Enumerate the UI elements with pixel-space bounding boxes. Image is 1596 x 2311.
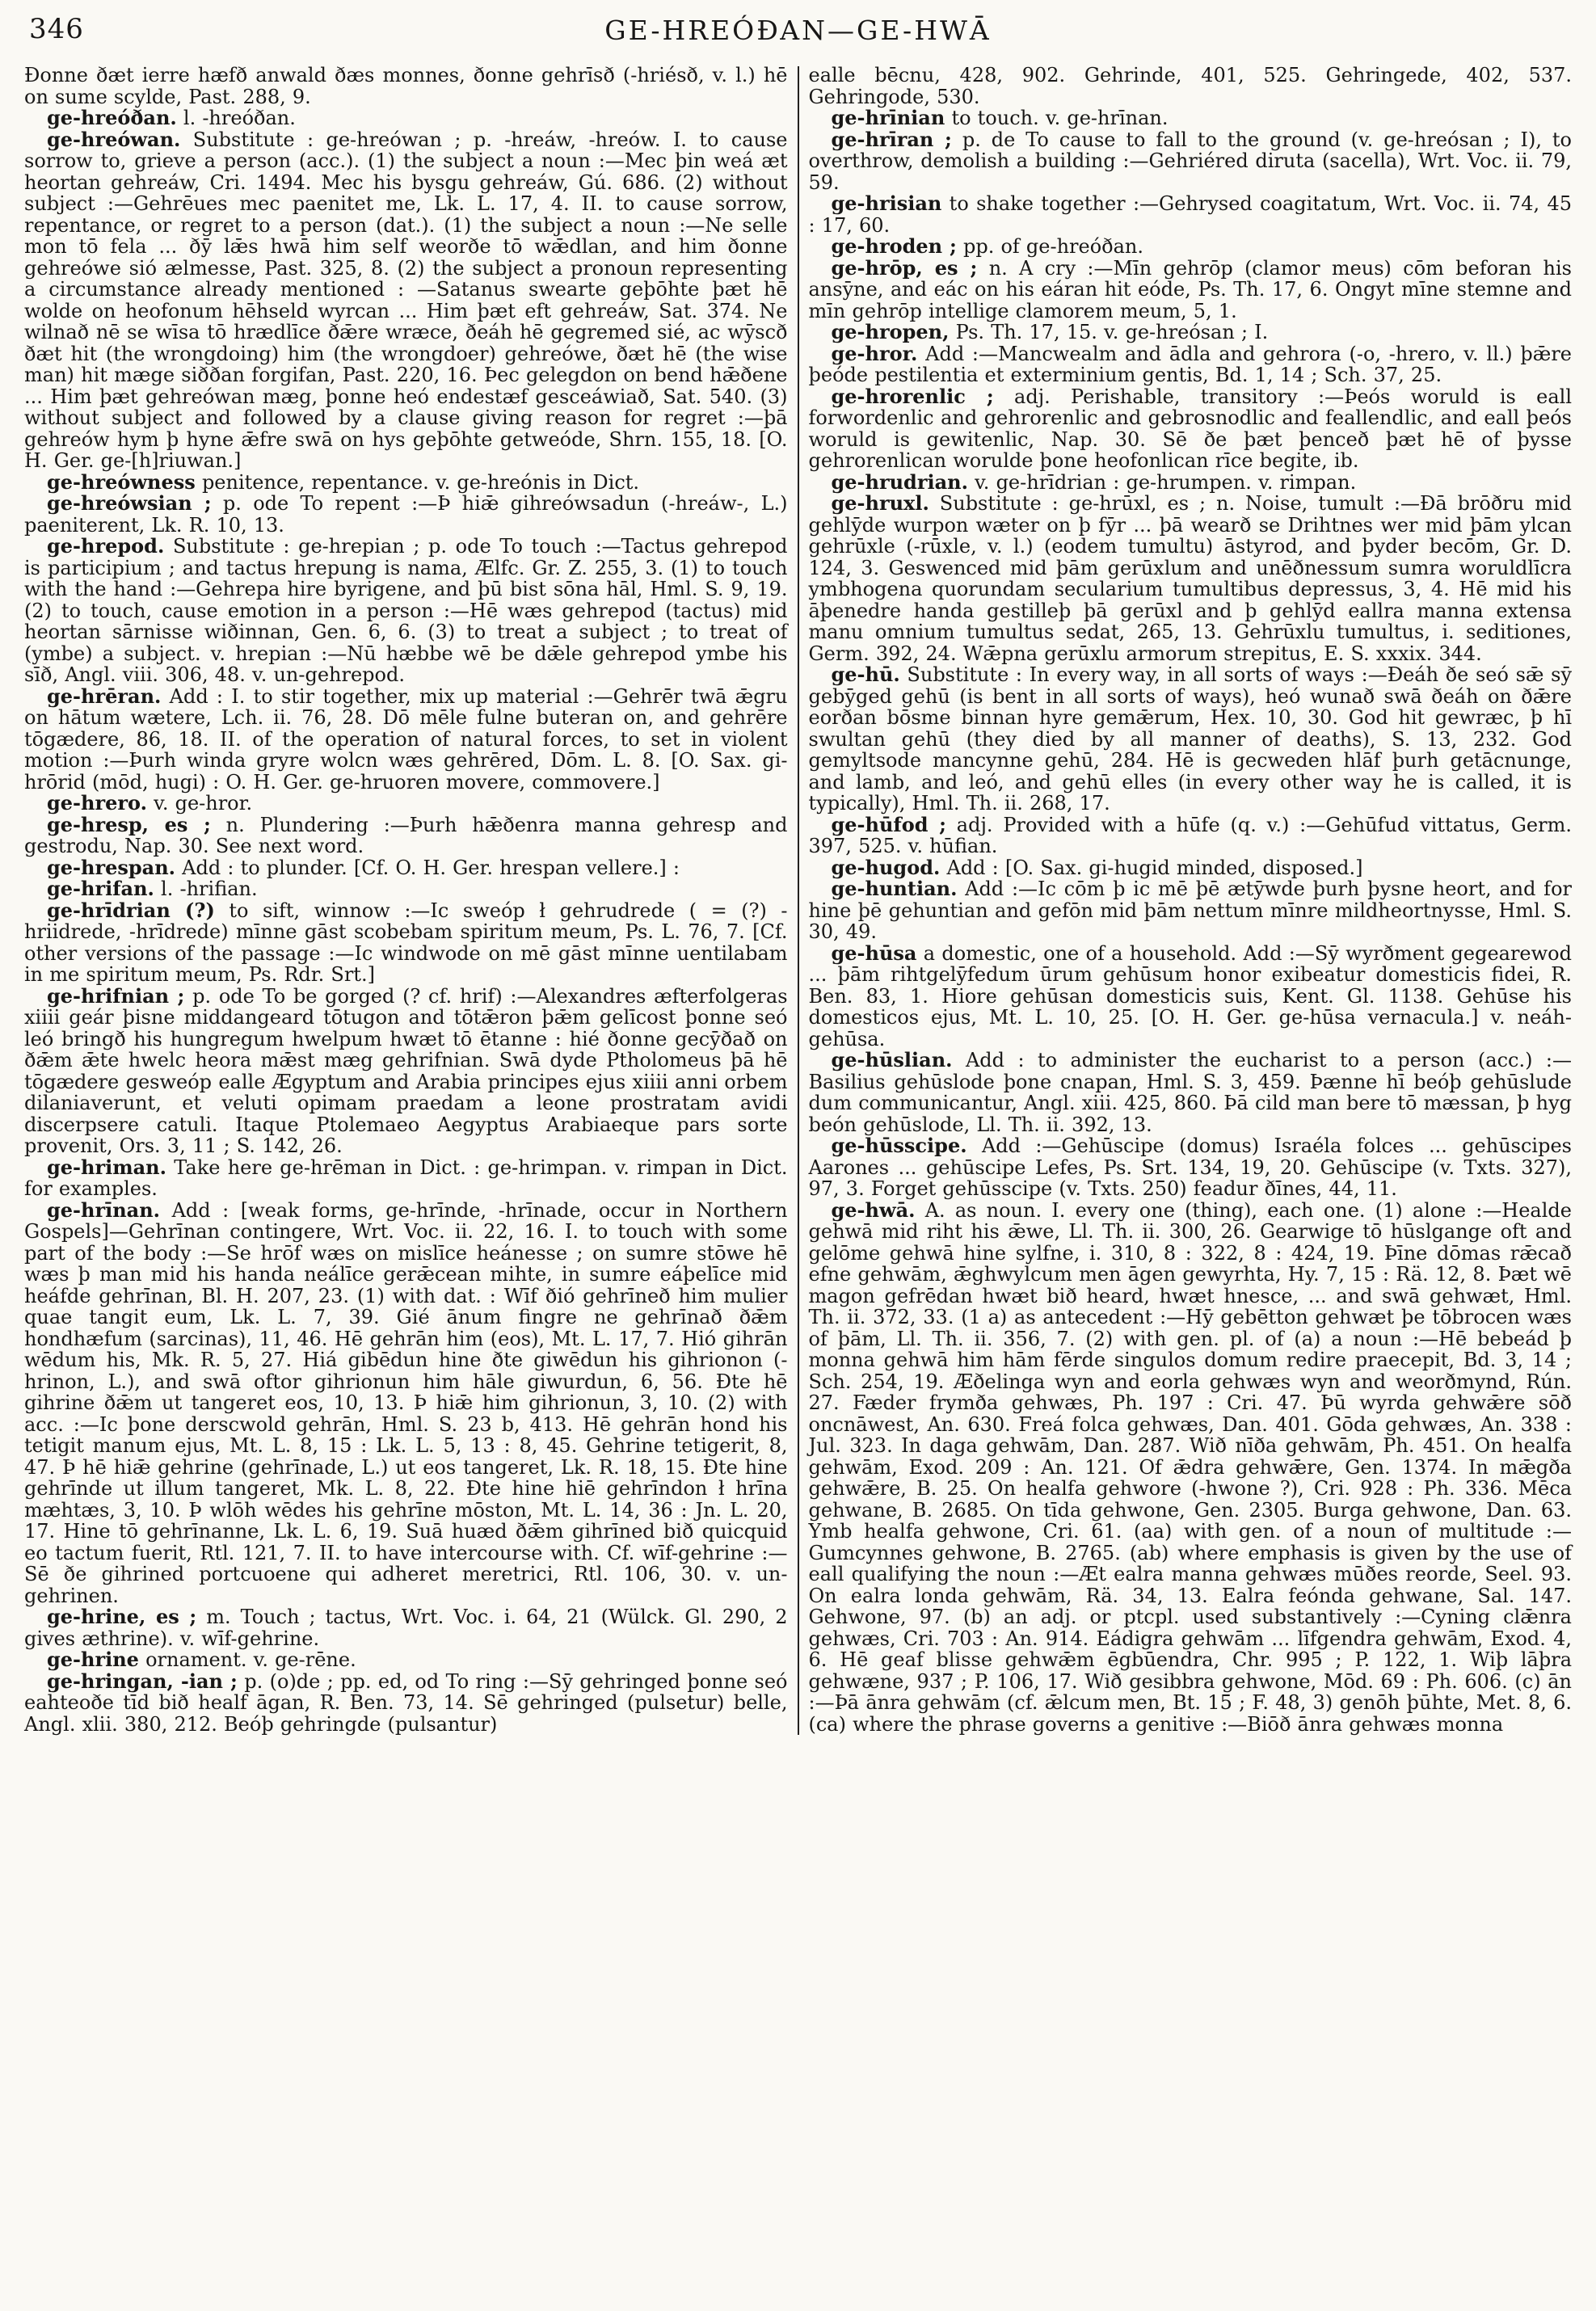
entry-headword: ge-hugod. xyxy=(831,855,941,879)
dictionary-entry: ge-hriman. Take here ge-hrēman in Dict. : ge-hrimpan. v. rimpan in Dict. for examples. xyxy=(24,1155,788,1200)
entry-headword: ge-hroden ; xyxy=(831,234,957,258)
entry-headword: ge-huntian. xyxy=(831,877,958,900)
entry-headword: ge-hruxl. xyxy=(831,491,929,515)
dictionary-entry: ge-hresp, es ; n. Plundering :—Þurh hǣðenra manna gehresp and gestrodu, Nap. 30. See next word. xyxy=(24,812,788,857)
entry-headword: ge-hwā. xyxy=(831,1198,916,1222)
dictionary-entry: ge-hūslian. Add : to administer the eucharist to a person (acc.) :—Basilius gehūslode þone cnapan, Hml. S. 3, 459. Þænne hī beóþ gehūslude dum communicantur, Angl. xiii. 425, 860. Þā cild man bere tō mæssan, þ hyg beón gehūslode, Ll. Th. ii. 392, 13. xyxy=(808,1048,1572,1136)
dictionary-entry: ge-huntian. Add :—Ic cōm þ ic mē þē ætȳwde þurh þysne heort, and for hine þē gehuntian and gefōn mid þām nettum mīnre mildheortnysse, Hml. S. 30, 49. xyxy=(808,877,1572,943)
entry-headword: ge-hrisian xyxy=(831,192,942,215)
entry-headword: ge-hrero. xyxy=(47,791,147,815)
entry-headword: ge-hūslian. xyxy=(831,1048,953,1071)
entry-headword: ge-hropen, xyxy=(831,320,950,343)
dictionary-entry: ge-hreówness penitence, repentance. v. ge-hreónis in Dict. xyxy=(47,469,640,494)
dictionary-entry: ge-hringan, -ian ; p. (o)de ; pp. ed, od To ring :—Sȳ gehringed þonne seó eahteoðe tīd bið healf āgan, R. Ben. 73, 14. Sē gehringed (pulsetur) belle, Angl. xlii. 380, 212. Beóþ gehringde (pulsantur) xyxy=(24,1669,788,1736)
dictionary-entry: ge-hrespan. Add : to plunder. [Cf. O. H. Ger. hrespan vellere.] : xyxy=(47,855,680,879)
entry-headword: ge-hrespan. xyxy=(47,855,176,879)
dictionary-entry: ge-hrero. v. ge-hror. xyxy=(47,791,253,815)
dictionary-entry: ge-hrīdrian (?) to sift, winnow :—Ic sweóp ł gehrudrede ( = (?) -hriidrede, -hrīdrede) mīnne gāst scobebam spiritum meum, Ps. L. 76, 7. [Cf. other versions of the passage :—Ic windwode on mē gāst mīnne uentilabam in me spiritum meum, Ps. Rdr. Srt.] xyxy=(24,898,788,986)
entry-headword: ge-hrorenlic ; xyxy=(831,384,994,408)
dictionary-entry: ge-hrine ornament. v. ge-rēne. xyxy=(47,1648,356,1671)
dictionary-entry: ge-hrepod. Substitute : ge-hrepian ; p. ode To touch :—Tactus gehrepod is participium ; and tactus hrepung is nama, Ælfc. Gr. Z. 255, 3. (1) to touch with the hand :—Gehrepa hire byrigene, and þū bist sōna hāl, Hml. S. 9, 19. (2) to touch, cause emotion in a person :—Hē wæs gehrepod (tactus) mid heortan sārnisse wiðinnan, Gen. 6, 6. (3) to treat a subject ; to treat of (ymbe) a subject. v. hrepian :—Nū hæbbe wē be dǣle gehrepod ymbe his sīð, Angl. viii. 306, 48. v. un-gehrepod. xyxy=(24,534,788,686)
dictionary-entry: ge-hwā. A. as noun. I. every one (thing), each one. (1) alone :—Healde gehwā mid riht his ǣwe, Ll. Th. ii. 300, 26. Gearwige tō hūslgange oft and gelōme gehwā hine sylfne, i. 310, 8 : 322, 8 : 424, 19. Þīne dōmas rǣcað efne gehwām, ǣghwylcum men āgen gewyrhta, Hy. 7, 15 : Rä. 12, 8. Þæt wē magon gefrēdan hwæt bið heard, hwæt hnesce, ... and swā gehwæt, Hml. Th. ii. 372, 33. (1 a) as antecedent :—Hȳ gebētton gehwæt þe tōbrocen wæs of þām, Ll. Th. ii. 356, 7. (2) with gen. pl. of (a) a noun :—Hē bebeád þ monna gehwā him hām fērde singulos domum redire praecepit, Bd. 3, 14 ; Sch. 254, 19. Æðelinga wyn and eorla gehwæs wyn and weorðmynd, Rún. 27. Fæder frymða gehwæs, Ph. 197 : Cri. 47. Þū wyrda gehwǣre sōð oncnāwest, An. 630. Freá folca gehwæs, Dan. 401. Gōda gehwæs, An. 338 : Jul. 323. In daga gehwām, Dan. 287. Wið nīða gehwām, Ph. 451. On healfa gehwām, Exod. 209 : An. 121. Of ǣdra gehwǣre, Gen. 1374. In mǣgða gehwǣre, B. 25. On healfa gehwore (-hwone ?), Cri. 928 : Ph. 336. Mēca gehwane, B. 2685. On tīda gehwone, Gen. 2305. Burga gehwone, Dan. 63. Ymb healfa gehwone, Cri. 61. (aa) with gen. of a noun of multitude :—Gumcynnes gehwone, B. 2765. (ab) where emphasis is given by the use of eall qualifying the noun :—Æt ealra manna gehwæs mūðes reorde, Seel. 93. On ealra londa gehwām, Rä. 34, 13. Ealra feónda gehwane, Sal. 147. Gehwone, 97. (b) an adj. or ptcpl. used substantively :—Cyning clǣnra gehwæs, Cri. 703 : An. 914. Eádigra gehwām ... līfgendra gehwām, Exod. 4, 6. Hē geaf blisse gehwǣm ēgbūendra, Chr. 995 ; P. 122, 1. Wiþ lāþra gehwæne, 937 ; P. 106, 17. Wið gesibbra gehwone, Mōd. 69 : Ph. 606. (c) ān :—Þā ānra gehwām (cf. ǣlcum men, Bt. 15 ; F. 48, 3) genōh þūhte, Met. 8, 6. (ca) where the phrase governs a genitive :—Biōð ānra gehwæs monna xyxy=(808,1198,1572,1736)
dictionary-entry: ge-hreówsian ; p. ode To repent :—Þ hiǣ gihreówsadun (-hreáw-, L.) paeniterent, Lk. R. 10, 13. xyxy=(24,491,788,537)
dictionary-entry: ge-hrīnian to touch. v. ge-hrīnan. xyxy=(831,106,1169,129)
dictionary-entry: ge-hrifan. l. -hrifian. xyxy=(47,877,258,900)
column-divider xyxy=(798,66,799,1735)
entry-headword: ge-hrine xyxy=(47,1648,139,1671)
entry-headword: ge-hresp, es ; xyxy=(47,812,211,836)
entry-headword: ge-hreówsian ; xyxy=(47,491,212,515)
entry-headword: ge-hreówan. xyxy=(47,127,181,151)
entry-continuation: ealle bēcnu, 428, 902. Gehrinde, 401, 525. Gehringede, 402, 537. Gehringode, 530. xyxy=(808,64,1572,108)
dictionary-entry: ge-hroden ; pp. of ge-hreóðan. xyxy=(831,234,1144,258)
entry-headword: ge-hringan, -ian ; xyxy=(47,1669,238,1693)
entry-headword: ge-hrīnian xyxy=(831,106,945,129)
entry-headword: ge-hreówness xyxy=(47,469,196,494)
entry-headword: ge-hrifan. xyxy=(47,877,154,900)
entry-headword: ge-hrine, es ; xyxy=(47,1605,197,1628)
dictionary-entry: ge-hreówan. Substitute : ge-hreówan ; p. -hreáw, -hreów. I. to cause sorrow to, grieve a person (acc.). (1) the subject a noun :—Mec þin weá æt heortan gehreáw, Cri. 1494. Mec his bysgu gehreáw, Gú. 686. (2) without subject :—Gehrēues mec paenitet me, Lk. L. 17, 4. II. to cause sorrow, repentance, or regret to a person (dat.). (1) the subject a noun :—Ne selle mon tō fela ... ðȳ lǣs hwā him self weorðe tō wǣdlan, and him ðonne gehreówe sió ælmesse, Past. 325, 8. (2) the subject a pronoun representing a circumstance already mentioned : —Satanus swearte geþōhte þæt hē wolde on heofonum hēhseld wyrcan ... Him þæt eft gehreáw, Sat. 374. Ne wilnað nē se wīsa tō hrædlīce ðǣre wræce, ðeáh hē gegremed sié, ac wȳscð ðæt hit (the wrongdoing) him (the wrongdoer) gehreówe, ðæt hē (the wise man) hit mæge siððan forgifan, Past. 220, 16. Þec gelegdon on bend hǣðene ... Him þæt gehreówan mæg, þonne heó endestæf gesceáwiað, Sat. 540. (3) without subject and followed by a clause giving reason for regret :—þā gehreów hym þ hyne ǣfre swā on hys geþōhte getweóde, Shrn. 155, 18. [O. H. Ger. ge-[h]riuwan.] xyxy=(24,127,788,472)
entry-headword: ge-hūsscipe. xyxy=(831,1134,967,1157)
dictionary-entry: ge-hrifnian ; p. ode To be gorged (? cf. hrif) :—Alexandres æfterfolgeras xiiii geár þisne middangeard tōtugon and tōtǣron þǣm gelīcost þonne seó leó bringð his hungregum hwelpum hwæt tō ētanne : hié ðonne gecȳðað on ðǣm ǣte hwelc heora mǣst mæg gehrifnian. Swā dyde Ptholomeus þā hē tōgædere gesweóp ealle Ægyptum and Arabia principes ejus xiiii anni orbem dilaniaverunt, et veluti opimam praedam a leone prostratam avidi discerpsere catuli. Itaque Ptolemaeo Aegyptus Arabiaeque pars sorte provenit, Ors. 3, 11 ; S. 142, 26. xyxy=(24,983,788,1157)
entry-headword: ge-hūfod ; xyxy=(831,812,946,836)
entry-headword: ge-hrīran ; xyxy=(831,127,952,151)
entry-headword: ge-hrīdrian (?) xyxy=(47,898,215,922)
entry-headword: ge-hrīnan. xyxy=(47,1198,161,1222)
left-column xyxy=(24,65,788,1735)
entry-headword: ge-hrepod. xyxy=(47,534,165,558)
page-header xyxy=(24,11,1572,58)
entry-continuation: Ðonne ðæt ierre hæfð anwald ðæs monnes, ðonne gehrīsð (-hriésð, v. l.) hē on sume scylde, Past. 288, 9. xyxy=(24,64,788,108)
dictionary-entry: ge-hropen, Ps. Th. 17, 15. v. ge-hreósan ; I. xyxy=(831,320,1269,343)
entry-headword: ge-hrifnian ; xyxy=(47,983,185,1008)
dictionary-entry: ge-hrudrian. v. ge-hrīdrian : ge-hrumpen. v. rimpan. xyxy=(831,469,1357,494)
dictionary-entry: ge-hror. Add :—Mancwealm and ādla and gehrora (-o, -hrero, v. ll.) þǣre þeóde pestilentia et exterminium gentis, Bd. 1, 14 ; Sch. 37, 25. xyxy=(808,341,1572,386)
entry-headword: ge-hror. xyxy=(831,341,918,365)
dictionary-entry: ge-hrīran ; p. de To cause to fall to the ground (v. ge-hreósan ; I), to overthrow, demolish a building :—Gehriéred diruta (sacella), Wrt. Voc. ii. 79, 59. xyxy=(808,127,1572,194)
text-columns xyxy=(24,65,1572,1735)
dictionary-entry: ge-hugod. Add : [O. Sax. gi-hugid minded, disposed.] xyxy=(831,855,1363,879)
page-number: 346 xyxy=(29,13,84,45)
right-column xyxy=(809,65,1573,1735)
entry-headword: ge-hriman. xyxy=(47,1155,166,1179)
dictionary-entry: ge-hrēran. Add : I. to stir together, mix up material :—Gehrēr twā ǣgru on hātum wætere, Lch. ii. 76, 28. Dō mēle fulne buteran on, and gehrēre tōgædere, 86, 18. II. of the operation of natural forces, to set in violent motion :—Þurh winda gryre wolcn wæs gehrēred, Dōm. L. 8. [O. Sax. gi-hrōrid (mōd, hugi) : O. H. Ger. ge-hruoren movere, commovere.] xyxy=(24,684,788,793)
dictionary-entry: ge-hrisian to shake together :—Gehrysed coagitatum, Wrt. Voc. ii. 74, 45 : 17, 60. xyxy=(808,192,1572,237)
entry-headword: ge-hrōp, es ; xyxy=(831,255,978,280)
entry-headword: ge-hreóðan. xyxy=(47,106,177,129)
running-title: GE-HREÓÐAN—GE-HWĀ xyxy=(604,15,992,46)
dictionary-entry: ge-hrorenlic ; adj. Perishable, transitory :—Þeós woruld is eall forwordenlic and gehrorenlic and gebrosnodlic and feallendlic, and eall þeós woruld is gewitenlic, Nap. 30. Sē ðe þæt þenceð þæt hē of þysse gehrorenlican worulde þone heofonlican rīce begite, ib. xyxy=(808,384,1572,472)
dictionary-entry: ge-hūfod ; adj. Provided with a hūfe (q. v.) :—Gehūfud vittatus, Germ. 397, 525. v. hūfian. xyxy=(808,812,1572,857)
entry-headword: ge-hrudrian. xyxy=(831,469,968,494)
dictionary-entry: ge-hruxl. Substitute : ge-hrūxl, es ; n. Noise, tumult :—Ðā brōðru mid gehlȳde wurpon wæter on þ fȳr ... þā wearð se Drihtnes wer mid þām ylcan gehrūxle (-rūxle, v. l.) (eodem tumultu) āstyrod, and þyder becōm, Gr. D. 124, 3. Geswenced mid þām gerūxlum and unēðnessum sumra woruldlīcra ymbhogena quorundam secularium tumultibus depressus, 3, 4. Hē mid his āþenedre handa gestilleþ þā gerūxl and þ gehlȳd eallra manna extensa manu omnium tumultus sedat, 265, 13. Gehrūxlu tumultus, i. seditiones, Germ. 392, 24. Wǣpna gerūxlu armorum strepitus, E. S. xxxix. 344. xyxy=(808,491,1572,665)
dictionary-entry: ge-hrōp, es ; n. A cry :—Mīn gehrōp (clamor meus) cōm beforan his ansȳne, and eác on his eáran hit eóde, Ps. Th. 17, 6. Ongyt mīne stemne and mīn gehrōp intellige clamorem meum, 5, 1. xyxy=(808,255,1572,322)
entry-headword: ge-hū. xyxy=(831,663,900,686)
entry-headword: ge-hūsa xyxy=(831,941,917,965)
dictionary-entry: ge-hreóðan. l. -hreóðan. xyxy=(47,106,296,129)
dictionary-entry: ge-hrīnan. Add : [weak forms, ge-hrīnde, -hrīnade, occur in Northern Gospels]—Gehrīnan contingere, Wrt. Voc. ii. 22, 16. I. to touch with some part of the body :—Se hrōf wæs on mislīce heánesse ; on sumre stōwe hē wæs þ man mid his handa neálīce gerǣcean mihte, in sumre eáþelīce mid heáfde gehrīnan, Bl. H. 207, 23. (1) with dat. : Wīf ðió gehrīneð him mulier quae tangit eum, Lk. L. 7, 39. Gié ānum fingre ne gehrīnað ðǣm hondhæfum (sarcinas), 11, 46. Hē gehrān him (eos), Mt. L. 17, 7. Hió gihrān wēdum his, Mk. R. 5, 27. Hiá gibēdun hine ðte giwēdun his gihrionon (-hrinon, L.), and swā oftor gihrionun him hāle giwurdun, 6, 56. Ðte hē gihrine ðǣm ut tangeret eos, 10, 13. Þ hiǣ him gihrionun, 3, 10. (2) with acc. :—Ic þone derscwold gehrān, Hml. S. 23 b, 413. Hē gehrān hond his tetigit manum ejus, Mt. L. 8, 15 : Lk. L. 5, 13 : 8, 45. Gehrine tetigerit, 8, 47. Þ hē hiǣ gehrine (gehrīnade, L.) ut eos tangeret, Lk. R. 18, 15. Ðte hine gehrīnde ut illum tangeret, Mk. L. 8, 22. Ðte hine hiē gehrīndon ł hrīna mæhtæs, 3, 10. Þ wlōh wēdes his gehrīne mōston, Mt. L. 14, 36 : Jn. L. 20, 17. Hine tō gehrīnanne, Lk. L. 6, 19. Suā huæd ðǣm gihrīned bið quicquid eo tactum fuerit, Rtl. 121, 7. II. to have intercourse with. Cf. wīf-gehrine :—Sē ðe gihrined portcuoene qui adheret meretrici, Rtl. 106, 30. v. un-gehrinen. xyxy=(24,1198,788,1607)
entry-headword: ge-hrēran. xyxy=(47,684,162,708)
dictionary-entry: ge-hūsscipe. Add :—Gehūscipe (domus) Israéla folces ... gehūscipes Aarones ... gehūscipe Lefes, Ps. Srt. 134, 19, 20. Gehūscipe (v. Txts. 327), 97, 3. Forget gehūsscipe (v. Txts. 250) feadur ðīnes, 44, 11. xyxy=(808,1134,1572,1200)
dictionary-entry: ge-hū. Substitute : In every way, in all sorts of ways :—Ðeáh ðe seó sǣ sȳ gebȳged gehū (is bent in all sorts of ways), heó wunað swā ðeáh on ðǣre eorðan bōsme binnan hyre gemǣrum, Hex. 10, 30. God hit gewræc, þ hī swultan gehū (they died by all manner of deaths), S. 13, 232. God gemyltsode mancynne gehū, 284. Hē is gecweden hlāf þurh getācnunge, and lamb, and leó, and gehū elles (in every other way he is called, it is typically), Hml. Th. ii. 268, 17. xyxy=(808,663,1572,815)
dictionary-entry: ge-hūsa a domestic, one of a household. Add :—Sȳ wyrðment gegearewod ... þām rihtgelȳfedum ūrum gehūsum honor exibeatur domesticis fidei, R. Ben. 83, 1. Hiore gehūsan domesticis suis, Kent. Gl. 1138. Gehūse his domesticos ejus, Mt. L. 10, 25. [O. H. Ger. ge-hūsa vernacula.] v. neáh-gehūsa. xyxy=(808,941,1572,1050)
dictionary-entry: ge-hrine, es ; m. Touch ; tactus, Wrt. Voc. i. 64, 21 (Wülck. Gl. 290, 2 gives æthrine). v. wīf-gehrine. xyxy=(24,1605,788,1650)
